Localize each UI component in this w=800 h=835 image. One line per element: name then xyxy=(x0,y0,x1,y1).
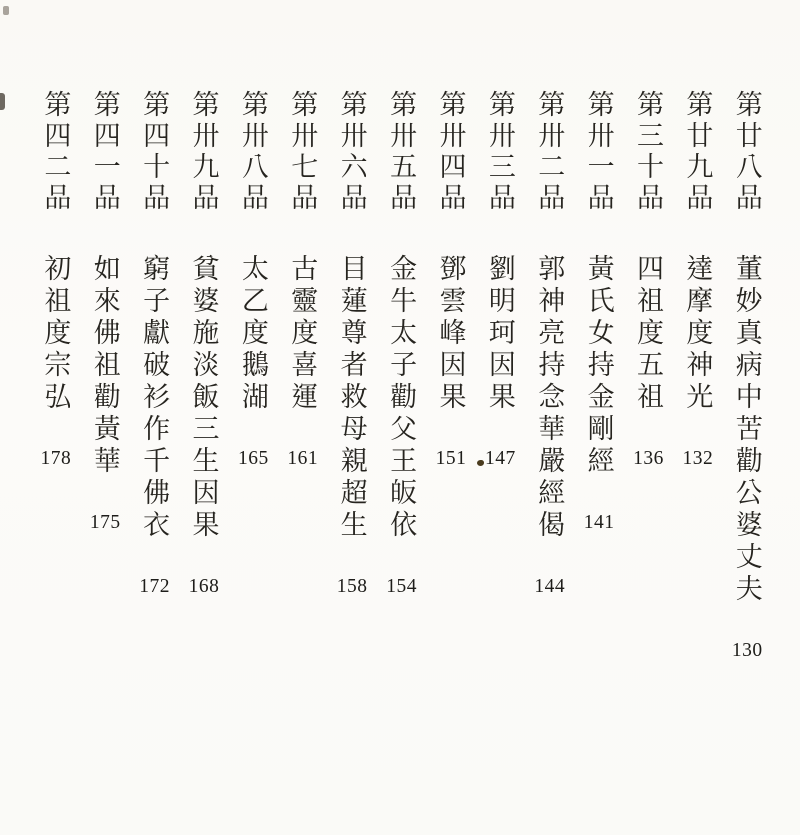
chapter-title: 目蓮尊者救母親超生 xyxy=(336,254,367,542)
chapter-number: 第卅一品 xyxy=(583,90,614,214)
chapter-number: 第四十品 xyxy=(139,90,170,214)
chapter-title: 太乙度鵝湖 xyxy=(237,254,268,414)
chapter-number: 第廿八品 xyxy=(731,90,762,214)
chapter-title: 初祖度宗弘 xyxy=(40,254,71,414)
chapter-title: 鄧雲峰因果 xyxy=(435,254,466,414)
page-number: 178 xyxy=(40,448,72,469)
chapter-title: 董妙真病中苦勸公婆丈夫 xyxy=(731,254,762,606)
chapter-number: 第廿九品 xyxy=(682,90,713,214)
chapter-number: 第卅二品 xyxy=(534,90,565,214)
chapter-number: 第四二品 xyxy=(40,90,71,214)
page-number: 144 xyxy=(534,576,566,597)
page-number: 161 xyxy=(287,448,319,469)
toc-entry xyxy=(476,90,525,835)
chapter-number: 第卅七品 xyxy=(287,90,318,214)
page-number: 165 xyxy=(238,448,269,469)
toc-entry xyxy=(624,90,673,835)
chapter-number: 第卅六品 xyxy=(336,90,367,214)
page-number: 130 xyxy=(731,640,763,661)
page-number: 154 xyxy=(386,576,417,597)
chapter-number: 第卅四品 xyxy=(435,90,466,214)
chapter-title: 窮子獻破衫作千佛衣 xyxy=(139,254,170,542)
chapter-title: 金牛太子勸父王皈依 xyxy=(386,254,417,542)
page-number: 151 xyxy=(435,448,467,469)
chapter-number: 第卅五品 xyxy=(386,90,417,214)
toc-entry xyxy=(278,90,327,835)
page-number: 175 xyxy=(89,512,121,533)
chapter-number: 第卅三品 xyxy=(484,90,515,214)
page-number: 141 xyxy=(583,512,615,533)
chapter-number: 第三十品 xyxy=(633,90,664,214)
chapter-number: 第卅八品 xyxy=(237,90,268,214)
page-number: 158 xyxy=(336,576,368,597)
toc-entry xyxy=(723,90,772,835)
toc-entry xyxy=(31,90,80,835)
page-number: 147 xyxy=(484,448,516,469)
toc-entry xyxy=(673,90,722,835)
toc-entry xyxy=(327,90,376,835)
chapter-title: 如來佛祖勸黃華 xyxy=(89,254,120,478)
toc-entry xyxy=(81,90,130,835)
page-number: 136 xyxy=(633,448,664,469)
chapter-title: 達摩度神光 xyxy=(682,254,713,414)
chapter-number: 第四一品 xyxy=(89,90,120,214)
chapter-title: 黃氏女持金剛經 xyxy=(583,254,614,478)
page-number: 172 xyxy=(139,576,170,597)
page-number: 132 xyxy=(682,448,714,469)
page-number: 168 xyxy=(188,576,220,597)
chapter-number: 第卅九品 xyxy=(188,90,219,214)
toc-entry xyxy=(179,90,228,835)
toc-entry xyxy=(574,90,623,835)
chapter-title: 古靈度喜運 xyxy=(287,254,318,414)
toc-entry xyxy=(229,90,278,835)
chapter-title: 四祖度五祖 xyxy=(633,254,664,414)
chapter-title: 劉明珂因果 xyxy=(484,254,515,414)
toc-entry xyxy=(377,90,426,835)
chapter-title: 貧婆施淡飯三生因果 xyxy=(188,254,219,542)
toc-entry xyxy=(426,90,475,835)
toc-entry xyxy=(525,90,574,835)
chapter-title: 郭神亮持念華嚴經偈 xyxy=(534,254,565,542)
toc-entry xyxy=(130,90,179,835)
